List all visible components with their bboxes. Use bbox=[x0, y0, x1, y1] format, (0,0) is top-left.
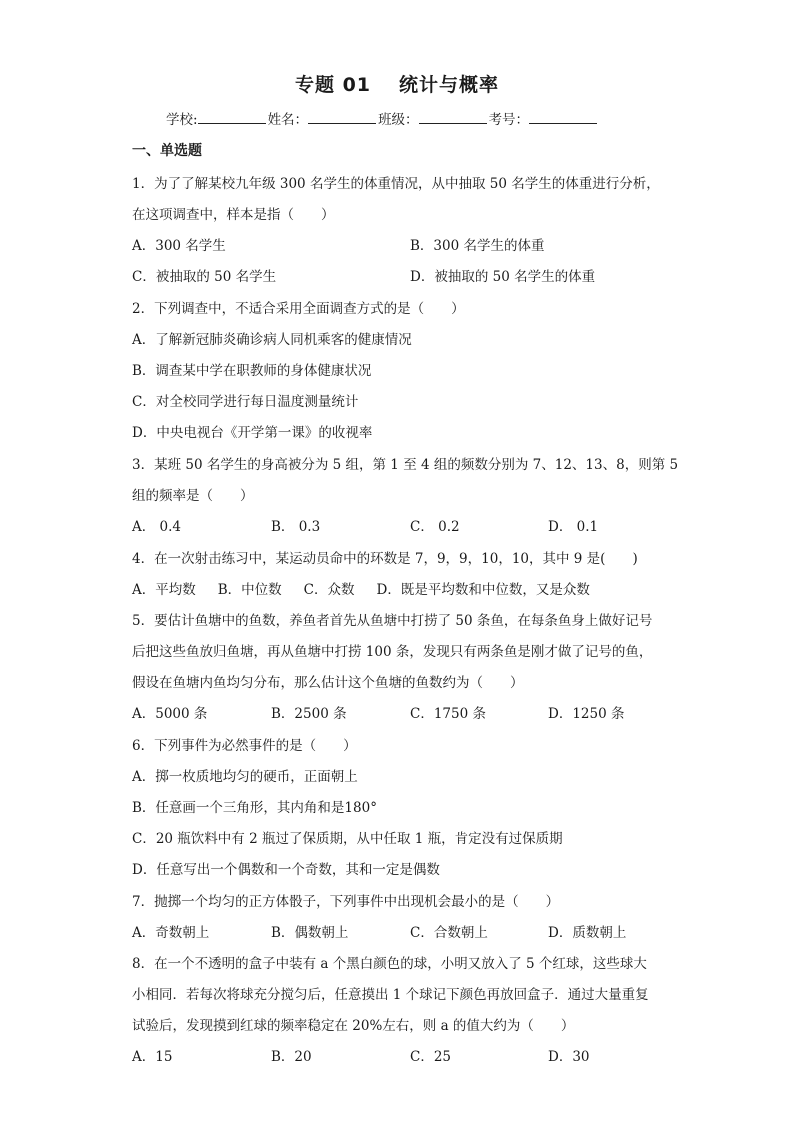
q1-option-d: D．被抽取的 50 名学生的体重 bbox=[410, 269, 596, 285]
q4-stem: 4．在一次射击练习中，某运动员命中的环数是 7，9，9，10，10，其中 9 是( ) bbox=[132, 551, 638, 567]
q4-option-a: A．平均数 bbox=[132, 582, 196, 598]
name-label: 姓名： bbox=[267, 112, 309, 128]
q6-option-a: A．掷一枚质地均匀的硬币，正面朝上 bbox=[132, 769, 358, 785]
q8-stem-line2: 小相同．若每次将球充分搅匀后，任意摸出 1 个球记下颜色再放回盒子．通过大量重复 bbox=[132, 987, 649, 1003]
q5-option-d: D．1250 条 bbox=[548, 706, 625, 722]
page-title bbox=[0, 70, 794, 97]
q1-option-b: B．300 名学生的体重 bbox=[410, 238, 545, 254]
q1-stem-line2: 在这项调查中，样本是指（ ） bbox=[132, 207, 335, 223]
q3-stem-line2: 组的频率是（ ） bbox=[132, 488, 254, 504]
q4-options bbox=[132, 578, 612, 598]
student-info-row bbox=[166, 108, 599, 128]
q8-stem-line1: 8．在一个不透明的盒子中装有 a 个黑白颜色的球，小明又放入了 5 个红球，这些球大 bbox=[132, 956, 647, 972]
title-prefix: 专题 01 bbox=[294, 74, 372, 96]
name-blank[interactable] bbox=[308, 109, 376, 124]
q3-option-a: A． 0.4 bbox=[132, 519, 182, 535]
q8-option-a: A．15 bbox=[132, 1049, 173, 1065]
q1-stem-line1: 1．为了了解某校九年级 300 名学生的体重情况，从中抽取 50 名学生的体重进行分析， bbox=[132, 176, 660, 192]
q3-option-d: D． 0.1 bbox=[548, 519, 599, 535]
q3-stem-line1: 3．某班 50 名学生的身高被分为 5 组，第 1 至 4 组的频数分别为 7、12、13、8，则第 5 bbox=[132, 457, 679, 473]
q8-option-b: B．20 bbox=[271, 1049, 312, 1065]
q2-option-a: A．了解新冠肺炎确诊病人同机乘客的健康情况 bbox=[132, 332, 412, 348]
q4-option-b: B．中位数 bbox=[217, 582, 282, 598]
q7-option-d: D．质数朝上 bbox=[548, 925, 627, 941]
q5-option-a: A．5000 条 bbox=[132, 706, 208, 722]
class-label: 班级： bbox=[378, 112, 419, 128]
q2-option-d: D．中央电视台《开学第一课》的收视率 bbox=[132, 425, 373, 441]
q2-stem: 2．下列调查中，不适合采用全面调查方式的是（ ） bbox=[132, 301, 465, 317]
q5-stem-line3: 假设在鱼塘内鱼均匀分布，那么估计这个鱼塘的鱼数约为（ ） bbox=[132, 675, 524, 691]
q4-option-d: D．既是平均数和中位数，又是众数 bbox=[376, 582, 590, 598]
number-label: 考号： bbox=[488, 112, 530, 128]
q5-stem-line1: 5．要估计鱼塘中的鱼数，养鱼者首先从鱼塘中打捞了 50 条鱼，在每条鱼身上做好记号 bbox=[132, 613, 653, 629]
q3-option-c: C． 0.2 bbox=[410, 519, 460, 535]
q7-option-b: B．偶数朝上 bbox=[271, 925, 349, 941]
q6-option-b: B．任意画一个三角形，其内角和是180° bbox=[132, 800, 377, 816]
q8-stem-line3: 试验后，发现摸到红球的频率稳定在 20%左右，则 a 的值大约为（ ） bbox=[132, 1018, 575, 1034]
q5-stem-line2: 后把这些鱼放归鱼塘，再从鱼塘中打捞 100 条，发现只有两条鱼是刚才做了记号的鱼， bbox=[132, 644, 653, 660]
q7-option-c: C．合数朝上 bbox=[410, 925, 488, 941]
q6-stem: 6．下列事件为必然事件的是（ ） bbox=[132, 738, 357, 754]
school-blank[interactable] bbox=[198, 109, 266, 124]
q1-option-c: C．被抽取的 50 名学生 bbox=[132, 269, 277, 285]
class-blank[interactable] bbox=[419, 109, 487, 124]
q2-option-b: B．调查某中学在职教师的身体健康状况 bbox=[132, 363, 372, 379]
q7-stem: 7．抛掷一个均匀的正方体骰子，下列事件中出现机会最小的是（ ） bbox=[132, 894, 560, 910]
q1-option-a: A．300 名学生 bbox=[132, 238, 226, 254]
q7-option-a: A．奇数朝上 bbox=[132, 925, 210, 941]
q5-option-b: B．2500 条 bbox=[271, 706, 347, 722]
q6-option-c: C．20 瓶饮料中有 2 瓶过了保质期，从中任取 1 瓶，肯定没有过保质期 bbox=[132, 831, 563, 847]
number-blank[interactable] bbox=[529, 109, 597, 124]
q8-option-c: C．25 bbox=[410, 1049, 452, 1065]
q5-option-c: C．1750 条 bbox=[410, 706, 486, 722]
title-name: 统计与概率 bbox=[399, 74, 500, 96]
section-title: 一、单选题 bbox=[132, 143, 202, 159]
q4-option-c: C．众数 bbox=[303, 582, 355, 598]
school-label: 学校: bbox=[166, 112, 198, 128]
q3-option-b: B． 0.3 bbox=[271, 519, 321, 535]
q6-option-d: D．任意写出一个偶数和一个奇数，其和一定是偶数 bbox=[132, 862, 440, 878]
q8-option-d: D．30 bbox=[548, 1049, 590, 1065]
q2-option-c: C．对全校同学进行每日温度测量统计 bbox=[132, 394, 359, 410]
